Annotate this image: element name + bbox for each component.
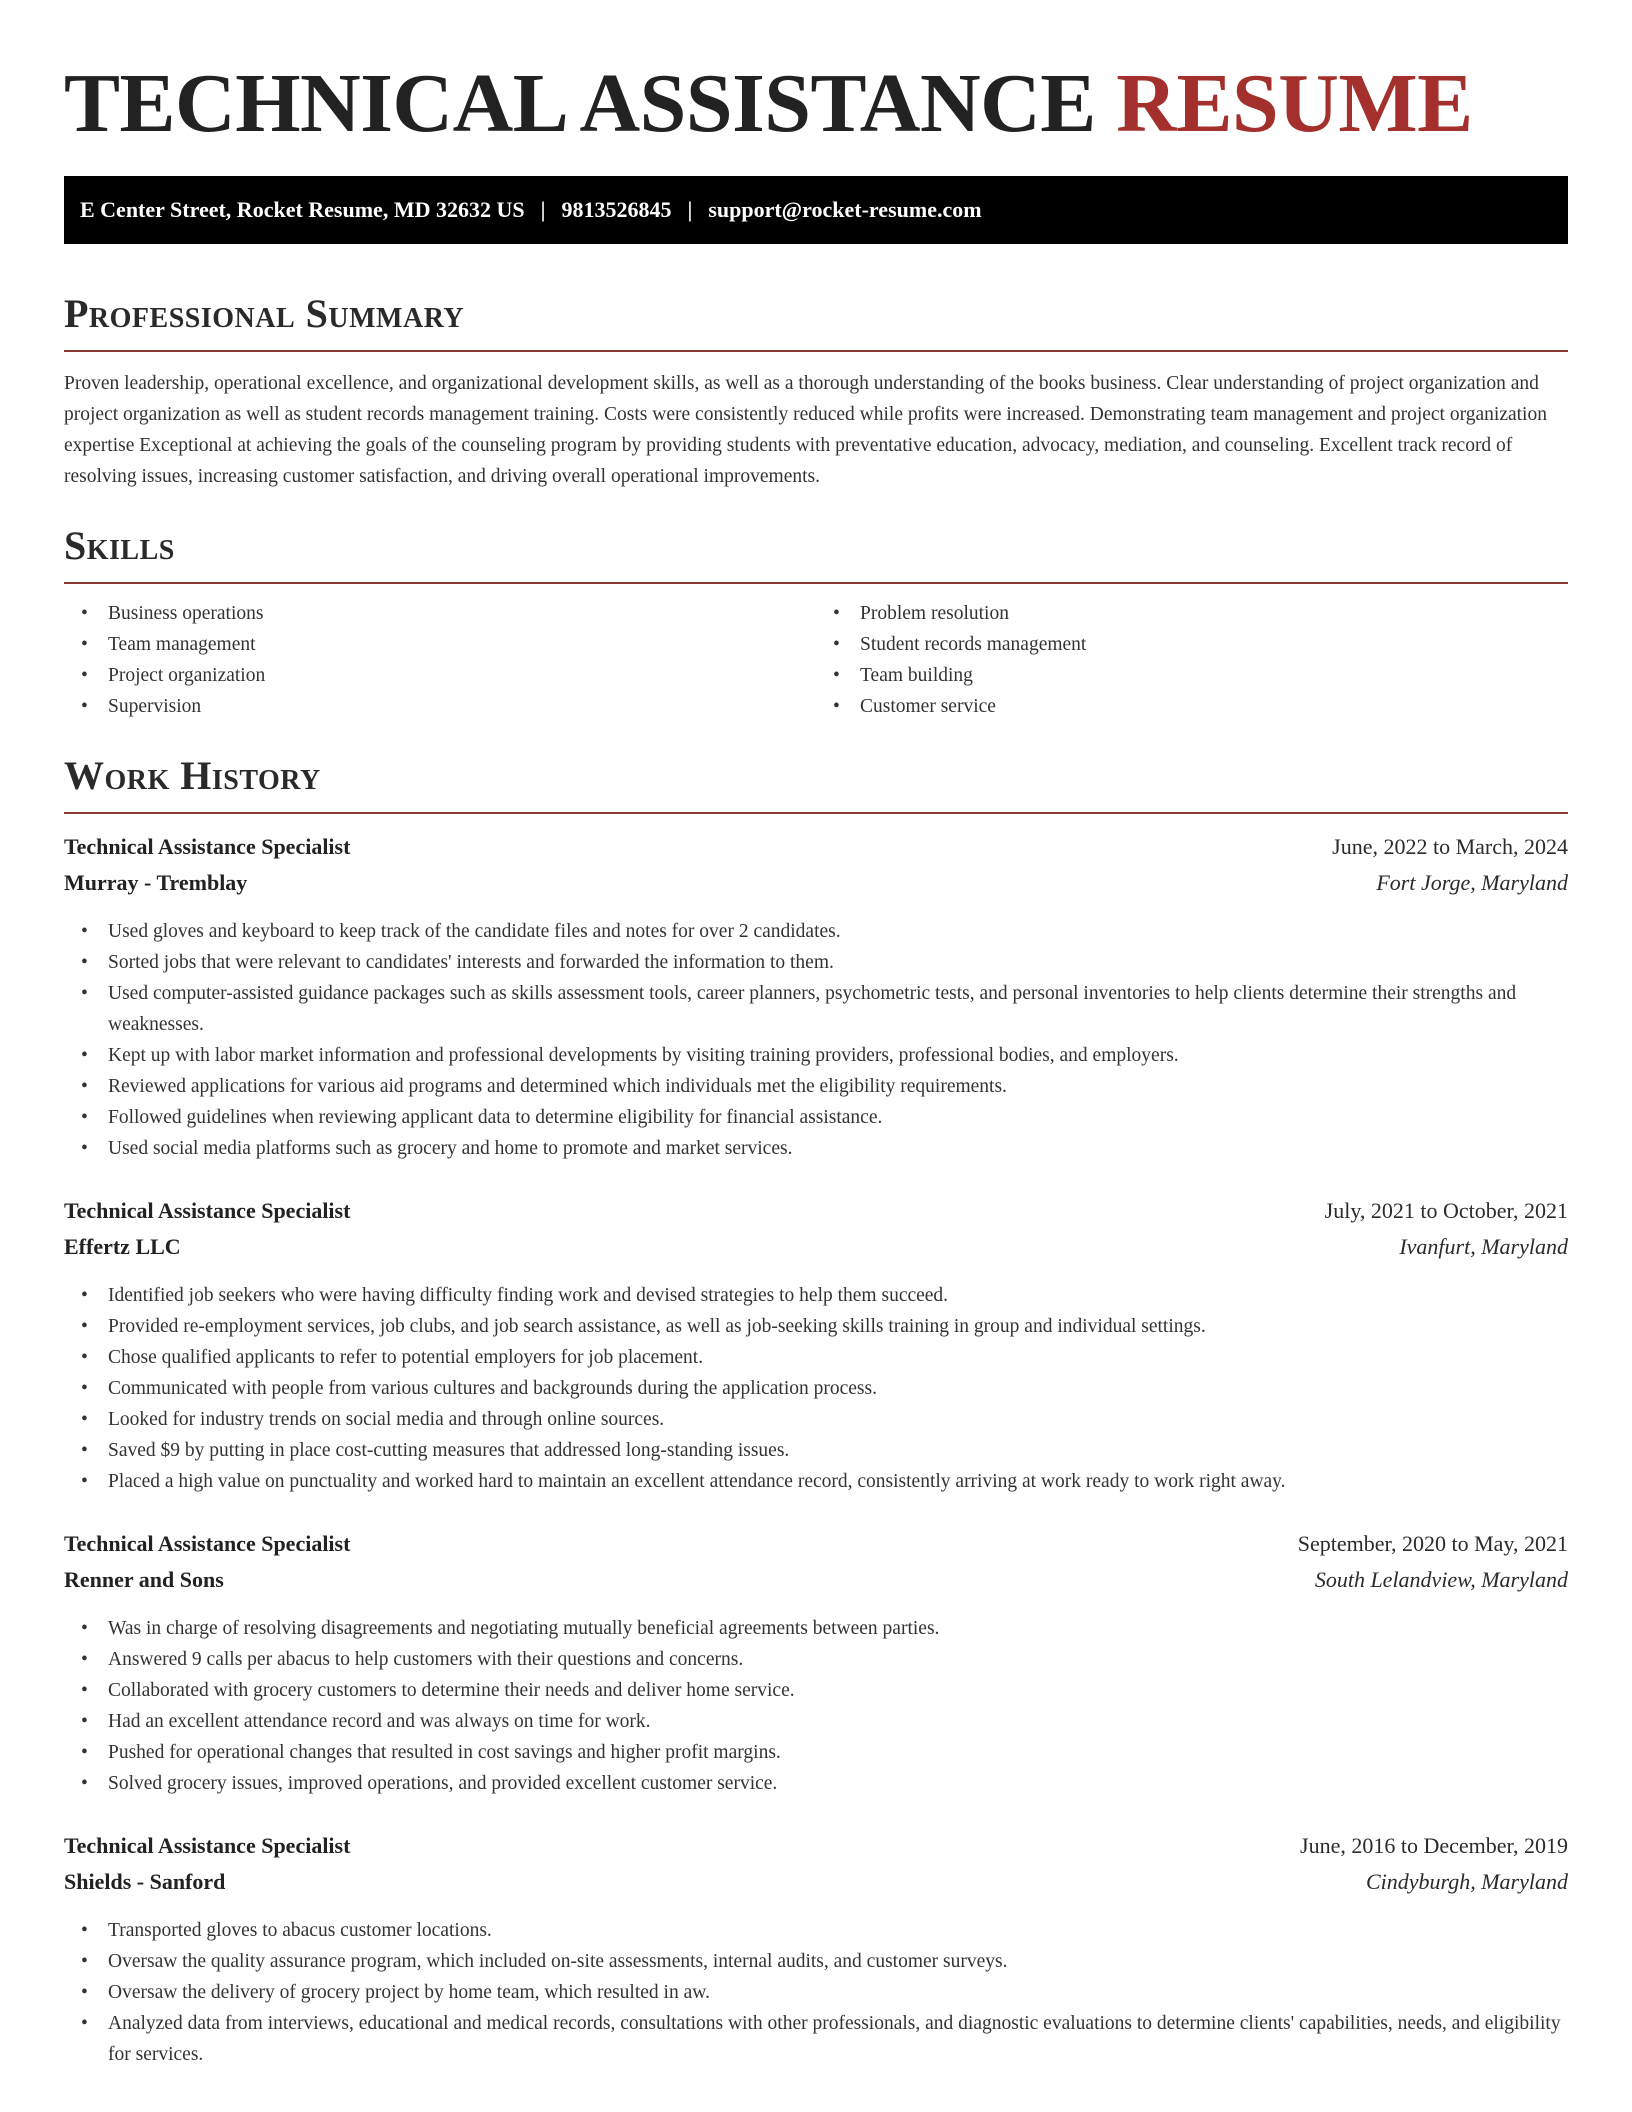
job-title-row — [64, 1833, 1568, 1869]
job-company-row — [64, 1567, 1568, 1603]
section-divider — [64, 350, 1568, 352]
job-bullet: • Communicated with people from various cultures and backgrounds during the application process. — [108, 1373, 1568, 1404]
skill-item: • Customer service — [860, 691, 1568, 722]
job-bullet: • Kept up with labor market information and professional developments by visiting training providers, professional bodies, and employers. — [108, 1040, 1568, 1071]
job-bullet: • Had an excellent attendance record and was always on time for work. — [108, 1706, 1568, 1737]
skill-item: • Project organization — [108, 660, 816, 691]
contact-bar — [64, 176, 1568, 244]
skills-column-right — [816, 598, 1568, 722]
job-bullet: • Used computer-assisted guidance packages such as skills assessment tools, career planners, psychometric tests, and personal inventories to help clients determine their strengths and weaknesses. — [108, 978, 1568, 1040]
skills-column-left — [64, 598, 816, 722]
section-heading-summary: Professional Summary — [64, 291, 465, 336]
professional-summary-section — [64, 290, 1568, 492]
job-company-row — [64, 870, 1568, 906]
job-title-row — [64, 1198, 1568, 1234]
skill-item: • Problem resolution — [860, 598, 1568, 629]
job-bullet: • Saved $9 by putting in place cost-cutting measures that addressed long-standing issues. — [108, 1435, 1568, 1466]
job-entry — [64, 1198, 1568, 1497]
skills-grid — [64, 598, 1568, 722]
job-bullet: • Oversaw the delivery of grocery project by home team, which resulted in aw. — [108, 1977, 1568, 2008]
job-bullet: • Identified job seekers who were having difficulty finding work and devised strategies to help them succeed. — [108, 1280, 1568, 1311]
skills-section — [64, 522, 1568, 722]
job-company: Effertz LLC — [64, 1234, 181, 1259]
skill-item: • Team management — [108, 629, 816, 660]
job-bullet: • Was in charge of resolving disagreements and negotiating mutually beneficial agreements between parties. — [108, 1613, 1568, 1644]
section-heading-work: Work History — [64, 753, 321, 798]
job-location: South Lelandview, Maryland — [1314, 1567, 1568, 1592]
job-dates: July, 2021 to October, 2021 — [1324, 1198, 1568, 1223]
job-bullet: • Answered 9 calls per abacus to help customers with their questions and concerns. — [108, 1644, 1568, 1675]
section-heading-skills: Skills — [64, 523, 175, 568]
skill-item: • Business operations — [108, 598, 816, 629]
job-bullet: • Solved grocery issues, improved operations, and provided excellent customer service. — [108, 1768, 1568, 1799]
contact-separator: | — [540, 197, 546, 222]
job-company-row — [64, 1869, 1568, 1905]
work-history-section — [64, 752, 1568, 2070]
job-bullets — [64, 1915, 1568, 2070]
job-title-row — [64, 1531, 1568, 1567]
job-title: Technical Assistance Specialist — [64, 834, 351, 859]
job-bullet: • Transported gloves to abacus customer locations. — [108, 1915, 1568, 1946]
job-entry — [64, 1531, 1568, 1799]
job-bullet: • Collaborated with grocery customers to determine their needs and deliver home service. — [108, 1675, 1568, 1706]
job-bullet: • Analyzed data from interviews, educational and medical records, consultations with other professionals, and diagnostic evaluations to determine clients' capabilities, needs, and eligibility for services. — [108, 2008, 1568, 2070]
job-bullet: • Oversaw the quality assurance program, which included on-site assessments, internal audits, and customer surveys. — [108, 1946, 1568, 1977]
job-bullet: • Used social media platforms such as grocery and home to promote and market services. — [108, 1133, 1568, 1164]
title-accent: RESUME — [1116, 57, 1473, 150]
job-bullets — [64, 1280, 1568, 1497]
job-bullet: • Reviewed applications for various aid programs and determined which individuals met the eligibility requirements. — [108, 1071, 1568, 1102]
job-bullet: • Provided re-employment services, job clubs, and job search assistance, as well as job-seeking skills training in group and individual settings. — [108, 1311, 1568, 1342]
resume-title — [64, 56, 1568, 152]
job-bullet: • Looked for industry trends on social media and through online sources. — [108, 1404, 1568, 1435]
job-title: Technical Assistance Specialist — [64, 1531, 351, 1556]
summary-text: Proven leadership, operational excellence, and organizational development skills, as well as a thorough understanding of the books business. Clear understanding of project organization and project organization as well as student records management training. Costs were consistently reduced while profits were increased. Demonstrating team management and project organization expertise Exceptional at achieving the goals of the counseling program by providing students with preventative education, advocacy, mediation, and counseling. Excellent track record of resolving issues, increasing customer satisfaction, and driving overall operational improvements. — [64, 373, 1547, 487]
job-dates: September, 2020 to May, 2021 — [1297, 1531, 1568, 1556]
job-company: Shields - Sanford — [64, 1869, 226, 1894]
contact-address: E Center Street, Rocket Resume, MD 32632 US — [80, 197, 525, 222]
skill-item: • Team building — [860, 660, 1568, 691]
job-company: Murray - Tremblay — [64, 870, 248, 895]
job-bullet: • Followed guidelines when reviewing applicant data to determine eligibility for financial assistance. — [108, 1102, 1568, 1133]
job-dates: June, 2022 to March, 2024 — [1332, 834, 1568, 859]
contact-phone: 9813526845 — [561, 197, 672, 222]
job-title: Technical Assistance Specialist — [64, 1833, 351, 1858]
job-bullets — [64, 1613, 1568, 1799]
job-title-row — [64, 834, 1568, 870]
job-location: Cindyburgh, Maryland — [1365, 1869, 1568, 1894]
section-divider — [64, 812, 1568, 814]
job-bullet: • Placed a high value on punctuality and worked hard to maintain an excellent attendance record, consistently arriving at work ready to work right away. — [108, 1466, 1568, 1497]
job-dates: June, 2016 to December, 2019 — [1300, 1833, 1568, 1858]
job-bullet: • Chose qualified applicants to refer to potential employers for job placement. — [108, 1342, 1568, 1373]
skill-item: • Student records management — [860, 629, 1568, 660]
job-company: Renner and Sons — [64, 1567, 224, 1592]
job-bullet: • Used gloves and keyboard to keep track of the candidate files and notes for over 2 candidates. — [108, 916, 1568, 947]
job-title: Technical Assistance Specialist — [64, 1198, 351, 1223]
skill-item: • Supervision — [108, 691, 816, 722]
contact-email: support@rocket-resume.com — [708, 197, 982, 222]
title-main: TECHNICAL ASSISTANCE — [64, 57, 1096, 150]
job-location: Fort Jorge, Maryland — [1376, 870, 1568, 895]
job-company-row — [64, 1234, 1568, 1270]
job-entry — [64, 1833, 1568, 2070]
job-bullets — [64, 916, 1568, 1164]
job-entry — [64, 834, 1568, 1164]
job-location: Ivanfurt, Maryland — [1399, 1234, 1568, 1259]
job-bullet: • Pushed for operational changes that resulted in cost savings and higher profit margins. — [108, 1737, 1568, 1768]
contact-separator: | — [687, 197, 693, 222]
job-bullet: • Sorted jobs that were relevant to candidates' interests and forwarded the information to them. — [108, 947, 1568, 978]
section-divider — [64, 582, 1568, 584]
